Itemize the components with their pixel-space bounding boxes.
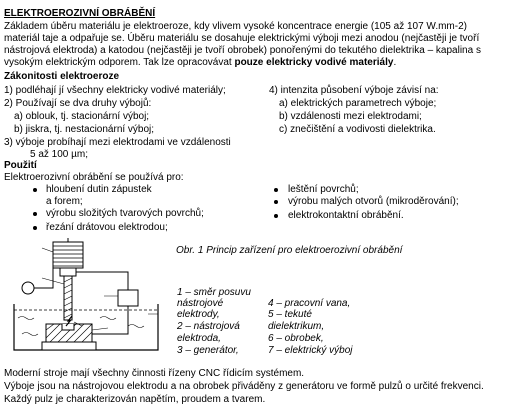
generator-wire [76,272,128,290]
law-item-3b: 5 až 100 µm; [30,149,89,160]
usage-right-3: elektrokontaktní obrábění. [288,210,404,221]
legend-right-1: 4 – pracovní vana, [268,298,351,309]
footer-line-2: Výboje jsou na nástrojovou elektrodu a na obrobek přiváděny z generátoru ve formě pulzů o určité frekvenci. [4,381,484,392]
usage-left-2: výrobu složitých tvarových povrchů; [46,208,204,219]
intro-line-2: materiál taje a odpařuje se. Úběru materiálu se dosahuje elektrickými výboji mezi anodou (nejčastěji je tvoří [4,33,480,44]
intro-line-4-bold: pouze elektricky vodivé materiály [234,57,394,68]
usage-left-3: řezání drátovou elektrodou; [46,222,168,233]
intro-line-4-end: . [393,57,397,68]
legend-right-2: 5 – tekuté [268,309,312,320]
usage-right-1: leštění povrchů; [288,184,359,195]
intro-line-4 [4,57,396,68]
legend-right-4: 6 – obrobek, [268,333,324,344]
generator [118,290,138,306]
edm-schematic-diagram [8,238,166,358]
law-item-4c: c) znečištění a vodivosti dielektrika. [279,124,436,135]
bullet-icon [33,188,37,192]
law-item-2a: a) oblouk, tj. stacionární výboj; [14,111,150,122]
law-item-3a: 3) výboje probíhají mezi elektrodami ve vzdálenosti [4,137,231,148]
law-item-4a: a) elektrických parametrech výboje; [279,98,437,109]
bullet-icon [274,200,278,204]
usage-heading: Použití [4,160,37,171]
intro-line-4-text: vysokým elektrickým odporem. Tak lze opracovávat [4,57,235,68]
law-item-4b: b) vzdálenosti mezi elektrodami; [279,111,422,122]
bullet-icon [33,212,37,216]
bullet-icon [274,214,278,218]
intro-line-3: nástrojová elektroda) a katodou (nejčastěji je tvoří obrobek) ponořenými do tekutého dielektrika – kapalina s [4,45,481,56]
legend-left-1: 1 – směr posuvu [177,287,251,298]
bullet-icon [274,188,278,192]
legend-right-3: dielektrikum, [268,321,325,332]
law-item-2: 2) Používají se dva druhy výbojů: [4,98,152,109]
legend-left-5: elektroda, [177,333,221,344]
usage-left-1-cont: a forem; [46,196,83,207]
legend-left-6: 3 – generátor, [177,345,239,356]
bullet-icon [33,226,37,230]
legend-left-2: nástrojové [177,298,224,309]
law-item-4: 4) intenzita působení výboje závisí na: [269,85,439,96]
footer-line-3: Každý pulz je charakterizován napětím, proudem a tvarem. [4,394,266,405]
page-title: ELEKTROEROZIVNÍ OBRÁBĚNÍ [4,8,156,19]
intro-line-1: Základem úběru materiálu je elektroeroze, kdy vlivem vysoké koncentrace energie (105 až 107 W.mm-2) [4,21,467,32]
usage-lead: Elektroerozivní obrábění se používá pro: [4,172,184,183]
footer-line-1: Moderní stroje mají všechny činnosti řízeny CNC řídicím systémem. [4,368,305,379]
feed-motor [22,282,34,294]
electrode-holder [60,268,76,276]
law-item-1: 1) podléhají jí všechny elektricky vodivé materiály; [4,85,226,96]
legend-left-4: 2 – nástrojová [177,321,240,332]
laws-heading: Zákonitosti elektroeroze [4,71,120,82]
legend-right-5: 7 – elektrický výboj [268,345,353,356]
legend-left-3: elektrody, [177,309,220,320]
figure-caption: Obr. 1 Princip zařízení pro elektroerozivní obrábění [176,245,403,256]
usage-left-1: hloubení dutin zápustek [46,184,152,195]
law-item-2b: b) jiskra, tj. nestacionární výboj; [14,124,155,135]
usage-right-2: výrobu malých otvorů (mikroděrování); [288,196,459,207]
